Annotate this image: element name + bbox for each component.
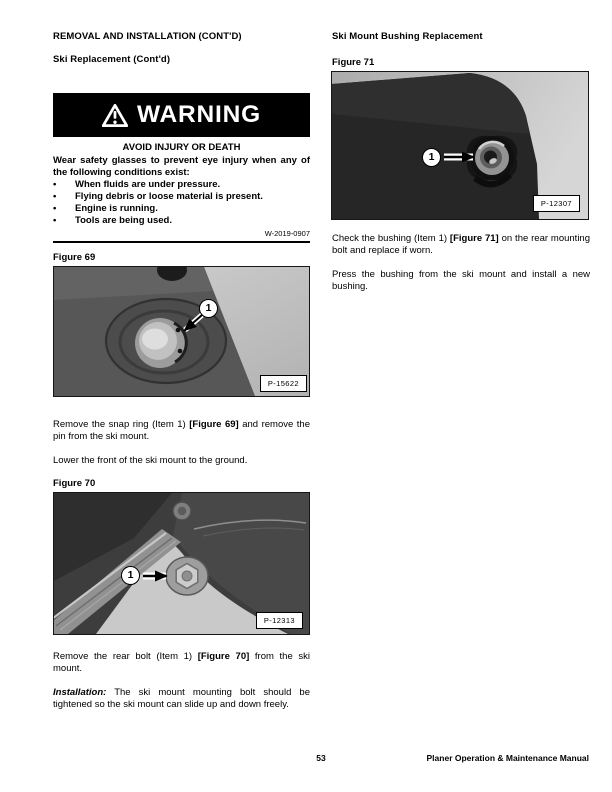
paragraph [53,687,310,711]
paragraph-text: The ski mount mounting bolt should be tightened so the ski mount can slide up and down freely. [53,687,310,710]
subsection-title: Ski Replacement (Cont'd) [53,54,171,65]
paragraph-text: Check the bushing (Item 1) [332,233,450,244]
figure-reference: [Figure 70] [197,651,250,662]
paragraph-text: Remove the snap ring (Item 1) [53,419,190,430]
figure-71-photo [331,71,589,220]
warning-banner-label: WARNING [136,100,261,128]
warning-block [53,93,310,243]
right-section-title: Ski Mount Bushing Replacement [332,31,483,42]
callout-arrow [142,570,178,582]
warning-triangle-icon [102,104,128,127]
bullet-dot: • [53,179,57,190]
photo-id-label: P-12313 [256,612,303,629]
bullet-dot: • [53,191,57,202]
horizontal-rule [53,241,310,243]
page-footer [53,753,589,767]
paragraph-text: on the rear mounting bolt and replace if worn. [332,233,590,256]
callout-arrow [443,151,485,163]
warning-bullet-text: Engine is running. [75,203,158,214]
manual-title: Planer Operation & Maintenance Manual [426,753,589,763]
warning-bullet [53,215,310,227]
warning-bullet [53,203,310,215]
installation-lead: Installation: [53,687,107,698]
photo-id-label: P-15622 [260,375,307,392]
figure-69-label: Figure 69 [53,252,96,263]
warning-bullet [53,191,310,203]
bullet-dot: • [53,215,57,226]
paragraph [53,651,310,675]
page-number: 53 [316,753,326,763]
warning-bullet [53,179,310,191]
paragraph-text: Remove the rear bolt (Item 1) [53,651,198,662]
section-title: REMOVAL AND INSTALLATION (CONT'D) [53,31,242,42]
warning-bullet-text: Flying debris or loose material is present. [75,191,263,202]
figure-70-photo [53,492,310,635]
paragraph [53,419,310,443]
paragraph [332,233,590,257]
bullet-dot: • [53,203,57,214]
figure-71-label: Figure 71 [332,57,375,68]
warning-bullet-text: Tools are being used. [75,215,172,226]
warning-banner [53,93,310,137]
paragraph-text: and remove the pin from the ski mount. [53,419,311,442]
photo-id-label: P-12307 [533,195,580,212]
callout-badge: 1 [422,148,441,167]
paragraph-text: from the ski mount. [53,651,310,674]
paragraph: Press the bushing from the ski mount and install a new bushing. [332,269,590,292]
warning-bullet-text: When fluids are under pressure. [75,179,221,190]
warning-intro: Wear safety glasses to prevent eye injury when any of the following conditions exist: [53,155,310,178]
warning-heading: AVOID INJURY OR DEATH [122,142,241,153]
figure-70-label: Figure 70 [53,478,96,489]
callout-badge: 1 [121,566,140,585]
callout-badge: 1 [199,299,218,318]
figure-69-photo [53,266,310,397]
figure-reference: [Figure 71] [449,233,499,244]
paragraph: Lower the front of the ski mount to the ground. [53,455,248,466]
figure-reference: [Figure 69] [189,419,239,430]
warning-code: W-2019-0907 [264,229,310,238]
